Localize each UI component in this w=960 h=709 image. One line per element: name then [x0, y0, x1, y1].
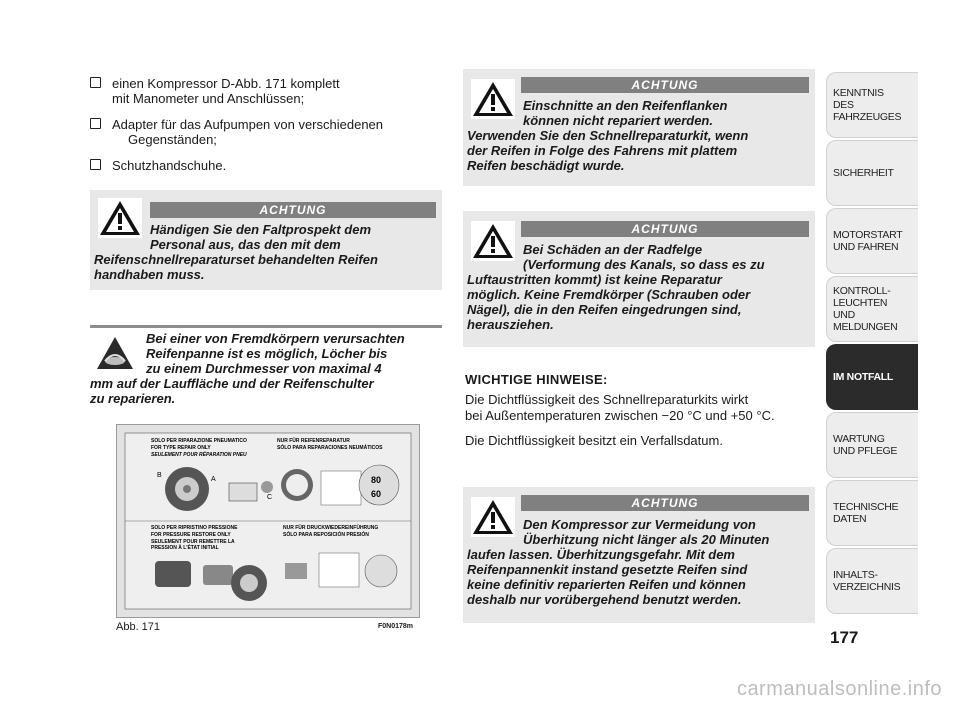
fig-label: PRESSION À L'ÉTAT INITIAL: [151, 545, 219, 551]
achtung-label: ACHTUNG: [521, 495, 809, 511]
checklist-item: Adapter für das Aufpumpen von verschiedenen Gegenständen;: [90, 117, 452, 147]
tab-kontrollleuchten[interactable]: KONTROLL- LEUCHTEN UND MELDUNGEN: [826, 276, 918, 342]
achtung-label: ACHTUNG: [521, 77, 809, 93]
divider: [90, 325, 442, 328]
warning-box-left: ACHTUNG Händigen Sie den Faltprospekt dem Personal aus, das den mit dem Reifenschnellreparaturset behandelten Reifen handhaben muss.: [90, 190, 442, 290]
fig-label: SEULEMENT POUR RÉPARATION PNEU: [151, 452, 247, 458]
figure-code: F0N0178m: [378, 623, 414, 630]
checkbox-icon: [90, 118, 101, 129]
tab-sicherheit[interactable]: SICHERHEIT: [826, 140, 918, 206]
page-number: 177: [830, 628, 859, 647]
tab-technische-daten[interactable]: TECHNISCHE DATEN: [826, 480, 918, 546]
fig-label: FOR TYPE REPAIR ONLY: [151, 445, 211, 451]
fig-label: SOLO PER RIPRISTINO PRESSIONE: [151, 525, 238, 531]
warning-box-right-3: ACHTUNG Den Kompressor zur Vermeidung von Überhitzung nicht länger als 20 Minuten laufen lassen. Überhitzungsgefahr. Mit dem Reifenpannenkit instand gesetzte Reifen sind keine definitiv reparierten Reifen und können deshalb nur vorübergehend benutzt werden.: [463, 487, 815, 623]
checkbox-icon: [90, 77, 101, 88]
watermark: carmanualsonline.info: [736, 678, 942, 700]
fig-label: SÓLO PARA REPARACIONES NEUMÁTICOS: [277, 445, 383, 451]
warning-box-right-2: ACHTUNG Bei Schäden an der Radfelge (Verformung des Kanals, so dass es zu Luftaustritten kommt) ist keine Reparatur möglich. Keine Fremdkörper (Schrauben oder Nägel), die in den Reifen eingedrungen sind, herausziehen.: [463, 211, 815, 347]
fig-label: SEULEMENT POUR REMETTRE LA: [151, 539, 235, 545]
notes-paragraph: Die Dichtflüssigkeit besitzt ein Verfallsdatum.: [465, 433, 723, 448]
warning-box-right-1: ACHTUNG Einschnitte an den Reifenflanken können nicht repariert werden. Verwenden Sie den Schnellreparaturkit, wenn der Reifen in Folge des Fahrens mit plattem Reifen beschädigt wurde.: [463, 69, 815, 186]
gauge-value: 80: [371, 475, 382, 485]
achtung-label: ACHTUNG: [521, 221, 809, 237]
tab-im-notfall[interactable]: IM NOTFALL: [826, 344, 918, 410]
figure-caption: Abb. 171: [116, 621, 161, 633]
checklist-item: Schutzhandschuhe.: [90, 158, 452, 173]
tab-motorstart[interactable]: MOTORSTART UND FAHREN: [826, 208, 918, 274]
checklist-item: einen Kompressor D-Abb. 171 komplett mit Manometer und Anschlüssen;: [90, 76, 452, 106]
fig-label: SOLO PER RIPARAZIONE PNEUMATICO: [151, 438, 247, 444]
info-box: Bei einer von Fremdkörpern verursachten Reifenpanne ist es möglich, Löcher bis zu einem Durchmesser von maximal 4 mm auf der Lauffläche und der Reifenschulter zu reparieren.: [90, 325, 442, 415]
fig-label: NUR FÜR DRUCKWIEDEREINFÜHRUNG: [283, 525, 379, 531]
fig-letter: A: [211, 476, 216, 483]
kit-label-figure: [116, 424, 420, 618]
fig-label: SÓLO PARA REPOSICIÓN PRESIÓN: [283, 532, 369, 538]
tab-kenntnis[interactable]: KENNTNIS DES FAHRZEUGES: [826, 72, 918, 138]
fig-label: FOR PRESSURE RESTORE ONLY: [151, 532, 231, 538]
notes-heading: WICHTIGE HINWEISE:: [465, 372, 608, 387]
achtung-label: ACHTUNG: [150, 202, 436, 218]
notes-paragraph: Die Dichtflüssigkeit des Schnellreparaturkits wirkt bei Außentemperaturen zwischen −20 °C und +50 °C.: [465, 392, 775, 423]
tab-inhaltsverzeichnis[interactable]: INHALTS- VERZEICHNIS: [826, 548, 918, 614]
checkbox-icon: [90, 159, 101, 170]
tab-wartung[interactable]: WARTUNG UND PFLEGE: [826, 412, 918, 478]
fig-letter: B: [157, 472, 162, 479]
gauge-value: 60: [371, 489, 382, 499]
fig-letter: C: [267, 494, 273, 501]
fig-label: NUR FÜR REIFENREPARATUR: [277, 438, 350, 444]
